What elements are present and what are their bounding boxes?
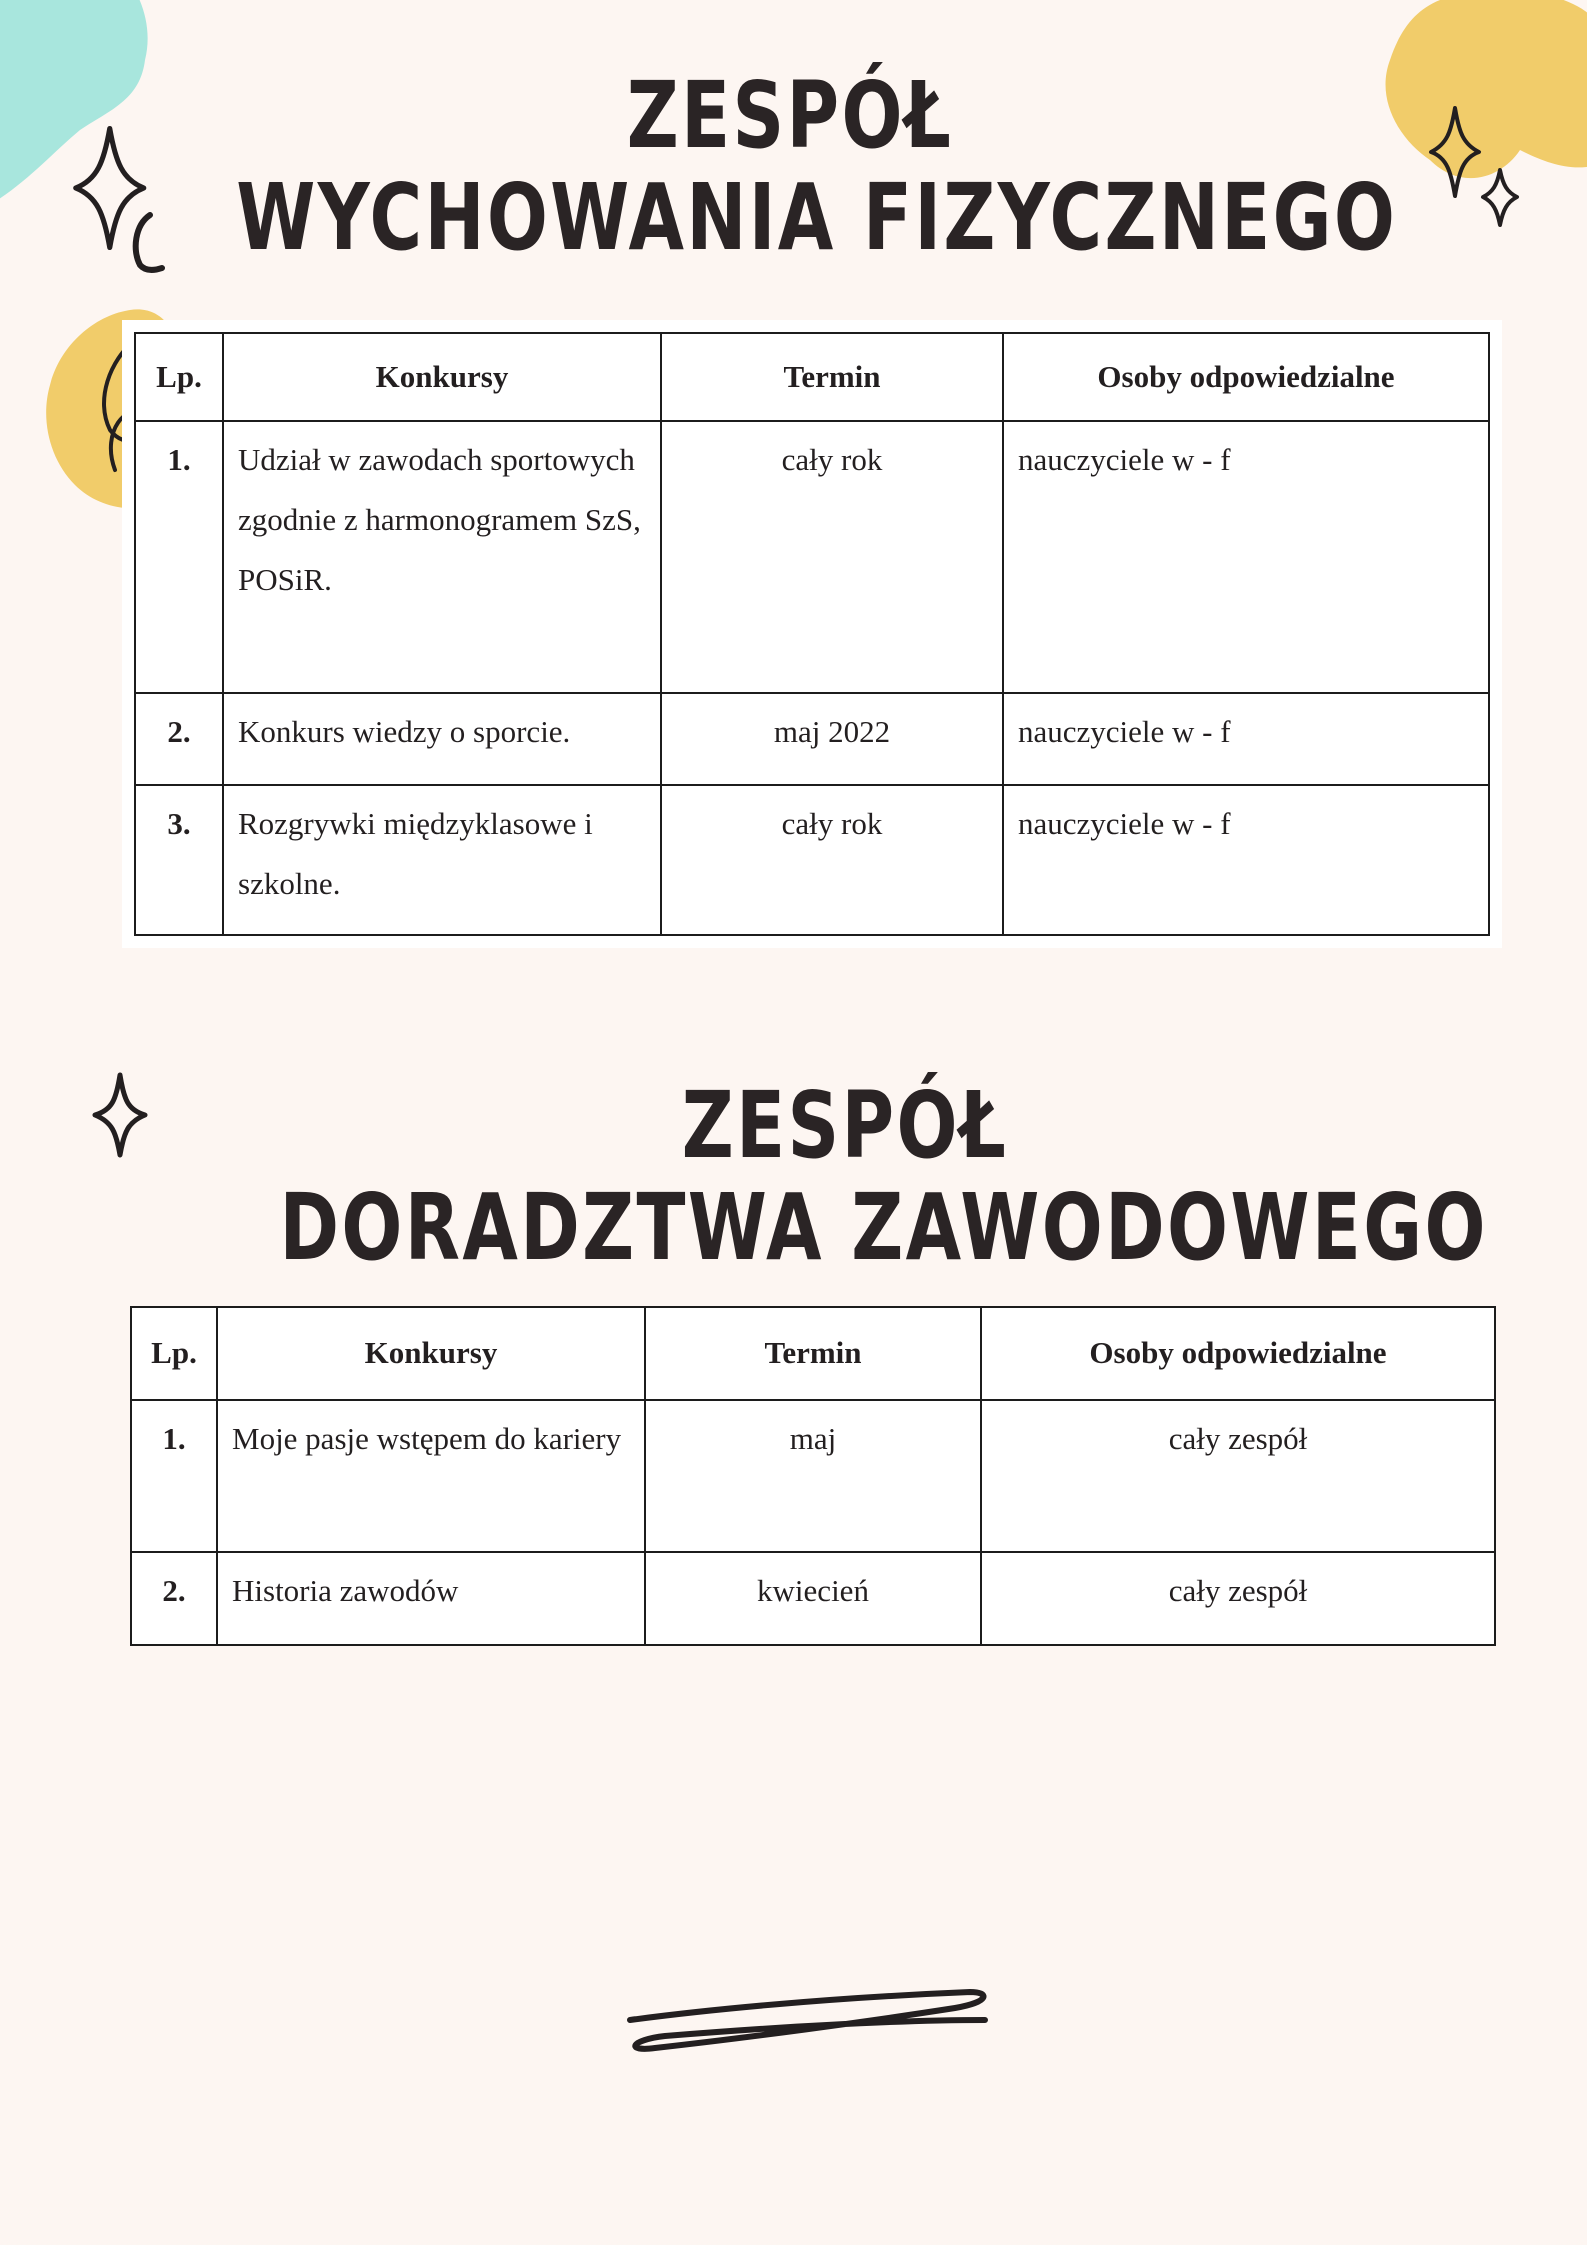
- squiggle-underline: [625, 1980, 995, 2060]
- table-row: [135, 785, 1489, 935]
- table-header-row: [135, 333, 1489, 421]
- cell-konkurs: Moje pasje wstępem do kariery: [217, 1400, 645, 1553]
- table-row: [131, 1552, 1495, 1645]
- heading-line1: ZESPÓŁ: [626, 62, 954, 169]
- cell-lp: 1.: [135, 421, 223, 693]
- col-header-termin: Termin: [661, 333, 1003, 421]
- heading-line1: ZESPÓŁ: [681, 1072, 1009, 1179]
- cell-termin: maj 2022: [661, 693, 1003, 785]
- cell-konkurs: Konkurs wiedzy o sporcie.: [223, 693, 661, 785]
- cell-lp: 1.: [131, 1400, 217, 1553]
- cell-osoby: cały zespół: [981, 1400, 1495, 1553]
- cell-lp: 3.: [135, 785, 223, 935]
- table-wf: [122, 320, 1502, 948]
- cell-konkurs: Udział w zawodach sportowych zgodnie z harmonogramem SzS, POSiR.: [223, 421, 661, 693]
- col-header-osoby: Osoby odpowiedzialne: [981, 1307, 1495, 1400]
- cell-termin: cały rok: [661, 421, 1003, 693]
- col-header-lp: Lp.: [135, 333, 223, 421]
- cell-osoby: nauczyciele w - f: [1003, 693, 1489, 785]
- table-row: [135, 421, 1489, 693]
- cell-lp: 2.: [131, 1552, 217, 1645]
- col-header-termin: Termin: [645, 1307, 981, 1400]
- cell-konkurs: Historia zawodów: [217, 1552, 645, 1645]
- table-row: [135, 693, 1489, 785]
- sparkle-icon: [90, 1070, 150, 1160]
- cell-termin: maj: [645, 1400, 981, 1553]
- section-heading-dz: [279, 1072, 1488, 1281]
- col-header-lp: Lp.: [131, 1307, 217, 1400]
- cell-osoby: nauczyciele w - f: [1003, 785, 1489, 935]
- cell-lp: 2.: [135, 693, 223, 785]
- heading-line2: DORADZTWA ZAWODOWEGO: [279, 1174, 1488, 1281]
- cell-osoby: nauczyciele w - f: [1003, 421, 1489, 693]
- cell-osoby: cały zespół: [981, 1552, 1495, 1645]
- col-header-konkursy: Konkursy: [223, 333, 661, 421]
- heading-line2: WYCHOWANIA FIZYCZNEGO: [236, 164, 1398, 271]
- table-header-row: [131, 1307, 1495, 1400]
- table-row: [131, 1400, 1495, 1553]
- cell-termin: kwiecień: [645, 1552, 981, 1645]
- cell-termin: cały rok: [661, 785, 1003, 935]
- section-heading-wf: [236, 62, 1398, 271]
- cell-konkurs: Rozgrywki międzyklasowe i szkolne.: [223, 785, 661, 935]
- col-header-konkursy: Konkursy: [217, 1307, 645, 1400]
- col-header-osoby: Osoby odpowiedzialne: [1003, 333, 1489, 421]
- table-dz: [130, 1306, 1496, 1646]
- sparkle-icon: [1415, 100, 1535, 230]
- sparkle-icon: [70, 120, 170, 280]
